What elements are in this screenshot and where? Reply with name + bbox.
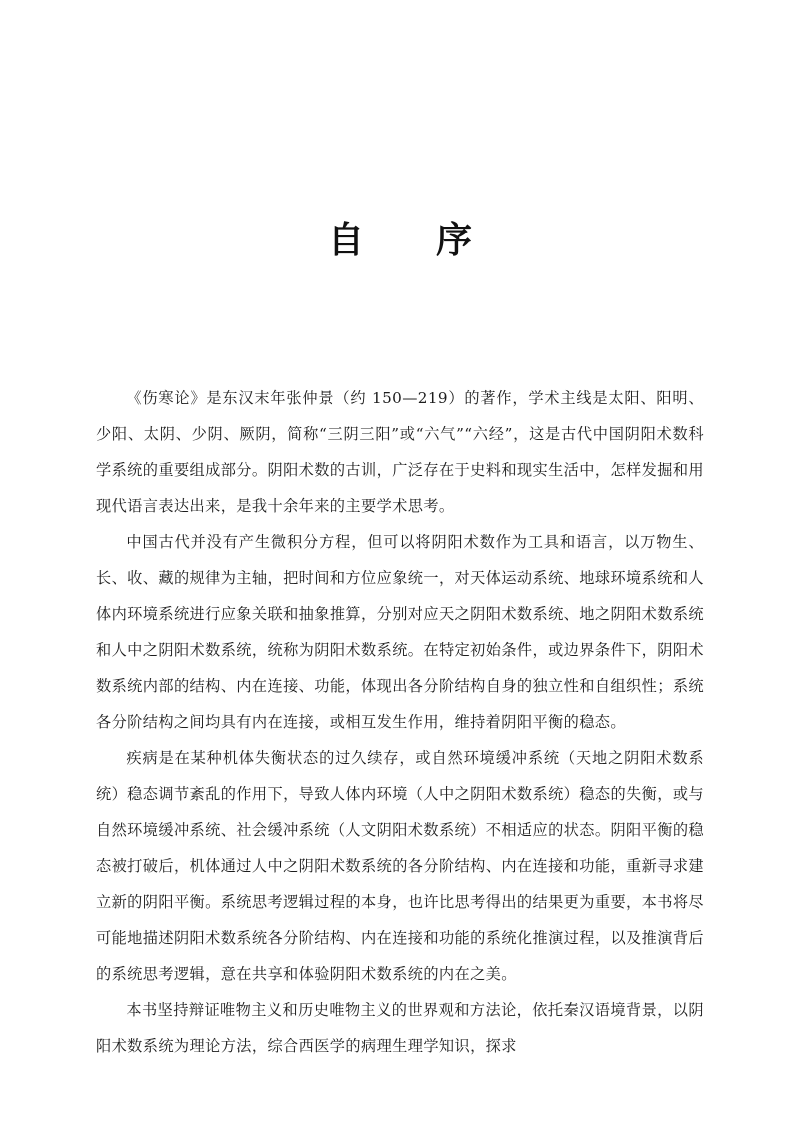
paragraph: 本书坚持辩证唯物主义和历史唯物主义的世界观和方法论，依托秦汉语境背景，以阴阳术数系统为理论方法，综合西医学的病理生理学知识，探求 bbox=[96, 1001, 704, 1055]
paragraph: 《伤寒论》是东汉末年张仲景（约 150—219）的著作，学术主线是太阳、阳明、少阳、太阴、少阴、厥阴，简称“三阴三阳”或“六气”“六经”，这是古代中国阴阳术数科学系统的重要组成部分。阴阳术数的古训，广泛存在于史料和现实生活中，怎样发掘和用现代语言表达出来，是我十余年来的主要学术思考。 bbox=[96, 389, 704, 515]
body-text bbox=[96, 380, 704, 1064]
paragraph: 疾病是在某种机体失衡状态的过久续存，或自然环境缓冲系统（天地之阴阳术数系统）稳态调节紊乱的作用下，导致人体内环境（人中之阴阳术数系统）稳态的失衡，或与自然环境缓冲系统、社会缓冲系统（人文阴阳术数系统）不相适应的状态。阴阳平衡的稳态被打破后，机体通过人中之阴阳术数系统的各分阶结构、内在连接和功能，重新寻求建立新的阴阳平衡。系统思考逻辑过程的本身，也许比思考得出的结果更为重要，本书将尽可能地描述阴阳术数系统各分阶结构、内在连接和功能的系统化推演过程，以及推演背后的系统思考逻辑，意在共享和体验阴阳术数系统的内在之美。 bbox=[96, 749, 704, 983]
page-title: 自 序 bbox=[327, 219, 490, 261]
paragraph: 中国古代并没有产生微积分方程，但可以将阴阳术数作为工具和语言，以万物生、长、收、藏的规律为主轴，把时间和方位应象统一，对天体运动系统、地球环境系统和人体内环境系统进行应象关联和抽象推算，分别对应天之阴阳术数系统、地之阴阳术数系统和人中之阴阳术数系统，统称为阴阳术数系统。在特定初始条件，或边界条件下，阴阳术数系统内部的结构、内在连接、功能，体现出各分阶结构自身的独立性和自组织性；系统各分阶结构之间均具有内在连接，或相互发生作用，维持着阴阳平衡的稳态。 bbox=[96, 533, 704, 731]
